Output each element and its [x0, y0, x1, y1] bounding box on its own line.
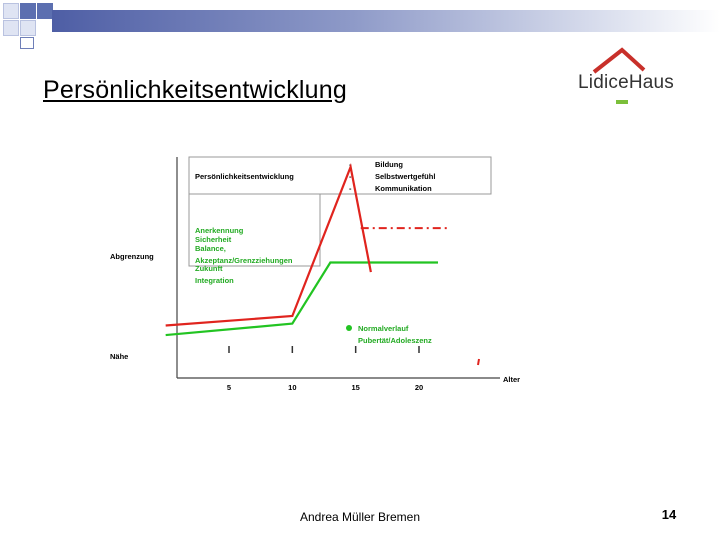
annotation-text: Sicherheit [195, 235, 232, 244]
legend-box-bullet: - [349, 184, 352, 193]
footer-author [0, 510, 720, 524]
x-ticks [227, 346, 423, 392]
slide-title: Persönlichkeitsentwicklung [43, 76, 347, 104]
x-tick-label: 10 [288, 383, 297, 392]
x-tick-label: 5 [226, 383, 232, 392]
page-number: 14 [661, 507, 677, 522]
footer-author-text: Andrea Müller Bremen [299, 510, 421, 524]
x-tick-label: 15 [351, 383, 360, 392]
legend-marker-normal [346, 325, 352, 331]
legend-box-header: Persönlichkeitsentwicklung [195, 172, 294, 181]
red-tick-mark [478, 359, 479, 365]
x-axis-label: Alter [503, 375, 521, 384]
legend-box-item: Selbstwertgefühl [375, 172, 436, 181]
legend-box-bullet: - [349, 160, 352, 169]
y-label-bottom: Nähe [110, 352, 129, 361]
annotation-text: Integration [195, 276, 234, 285]
x-tick-label: 20 [414, 383, 424, 392]
logo-text: LidiceHaus [578, 72, 674, 93]
annotation-text: Akzeptanz/Grenzziehungen [195, 256, 293, 265]
legend-box-item: Bildung [375, 160, 403, 169]
annotation-text: Anerkennung [195, 226, 244, 235]
annotation-text: Zukunft [195, 264, 223, 273]
legend-box-item: Kommunikation [375, 184, 432, 193]
legend-box-bullet: - [349, 172, 352, 181]
legend-entry: Normalverlauf [358, 324, 409, 333]
y-label-top: Abgrenzung [110, 252, 154, 261]
annotation-text: Balance, [195, 244, 226, 253]
legend-entry: Pubertät/Adoleszenz [358, 336, 432, 345]
